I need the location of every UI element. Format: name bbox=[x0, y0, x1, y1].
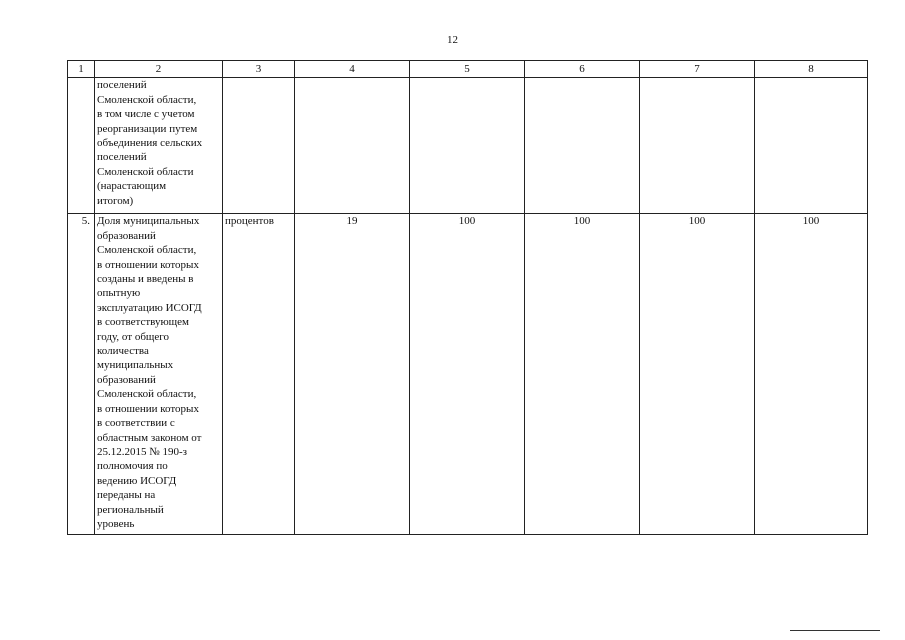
value-cell: 100 bbox=[525, 214, 640, 535]
description-line: в том числе с учетом bbox=[97, 108, 195, 121]
page-number: 12 bbox=[447, 34, 458, 46]
description-line: (нарастающим bbox=[97, 180, 167, 193]
description-line: региональный bbox=[97, 503, 164, 516]
table-header-row bbox=[68, 61, 868, 78]
value-cell: 100 bbox=[640, 214, 755, 535]
description-line: муниципальных bbox=[97, 359, 174, 372]
value-cell bbox=[525, 78, 640, 214]
description-line: в соответствии с bbox=[97, 417, 175, 430]
description-line: в отношении которых bbox=[97, 258, 199, 271]
description-line: реорганизации путем bbox=[97, 122, 198, 135]
description-line: количества bbox=[97, 345, 149, 358]
header-cell: 2 bbox=[95, 61, 223, 78]
index-cell bbox=[68, 78, 95, 214]
description-line: опытную bbox=[97, 287, 141, 300]
value-cell: 19 bbox=[295, 214, 410, 535]
unit-cell bbox=[223, 78, 295, 214]
value-cell bbox=[755, 78, 868, 214]
description-line: Смоленской области, bbox=[97, 388, 197, 401]
description-line: Смоленской области, bbox=[97, 93, 197, 106]
indicator-table bbox=[67, 60, 868, 535]
header-cell: 5 bbox=[410, 61, 525, 78]
description-line: поселений bbox=[97, 79, 147, 92]
description-line: областным законом от bbox=[97, 431, 202, 444]
description-line: переданы на bbox=[97, 489, 156, 502]
description-line: созданы и введены в bbox=[97, 273, 194, 286]
header-cell: 6 bbox=[525, 61, 640, 78]
value-cell bbox=[295, 78, 410, 214]
table-row bbox=[68, 78, 868, 214]
description-line: в отношении которых bbox=[97, 402, 199, 415]
description-line: в соответствующем bbox=[97, 316, 189, 329]
description-line: образований bbox=[97, 229, 156, 242]
description-cell bbox=[95, 214, 223, 535]
description-line: поселений bbox=[97, 151, 147, 164]
description-line: ведению ИСОГД bbox=[97, 474, 177, 487]
value-cell: 100 bbox=[410, 214, 525, 535]
description-line: образований bbox=[97, 373, 156, 386]
header-cell: 8 bbox=[755, 61, 868, 78]
description-line: Доля муниципальных bbox=[97, 215, 200, 228]
index-cell: 5. bbox=[68, 214, 95, 535]
table-row bbox=[68, 214, 868, 535]
description-line: уровень bbox=[97, 517, 135, 530]
unit-cell: процентов bbox=[223, 214, 295, 535]
description-line: году, от общего bbox=[97, 330, 170, 343]
description-line: итогом) bbox=[97, 194, 134, 207]
header-cell: 1 bbox=[68, 61, 95, 78]
description-line: объединения сельских bbox=[97, 137, 203, 150]
bottom-rule bbox=[790, 630, 880, 631]
header-cell: 3 bbox=[223, 61, 295, 78]
value-cell bbox=[640, 78, 755, 214]
value-cell bbox=[410, 78, 525, 214]
description-line: Смоленской области bbox=[97, 165, 194, 178]
header-cell: 4 bbox=[295, 61, 410, 78]
description-line: эксплуатацию ИСОГД bbox=[97, 301, 202, 314]
description-cell bbox=[95, 78, 223, 214]
description-line: 25.12.2015 № 190-з bbox=[97, 445, 188, 458]
description-line: полномочия по bbox=[97, 460, 168, 473]
description-line: Смоленской области, bbox=[97, 244, 197, 257]
header-cell: 7 bbox=[640, 61, 755, 78]
value-cell: 100 bbox=[755, 214, 868, 535]
